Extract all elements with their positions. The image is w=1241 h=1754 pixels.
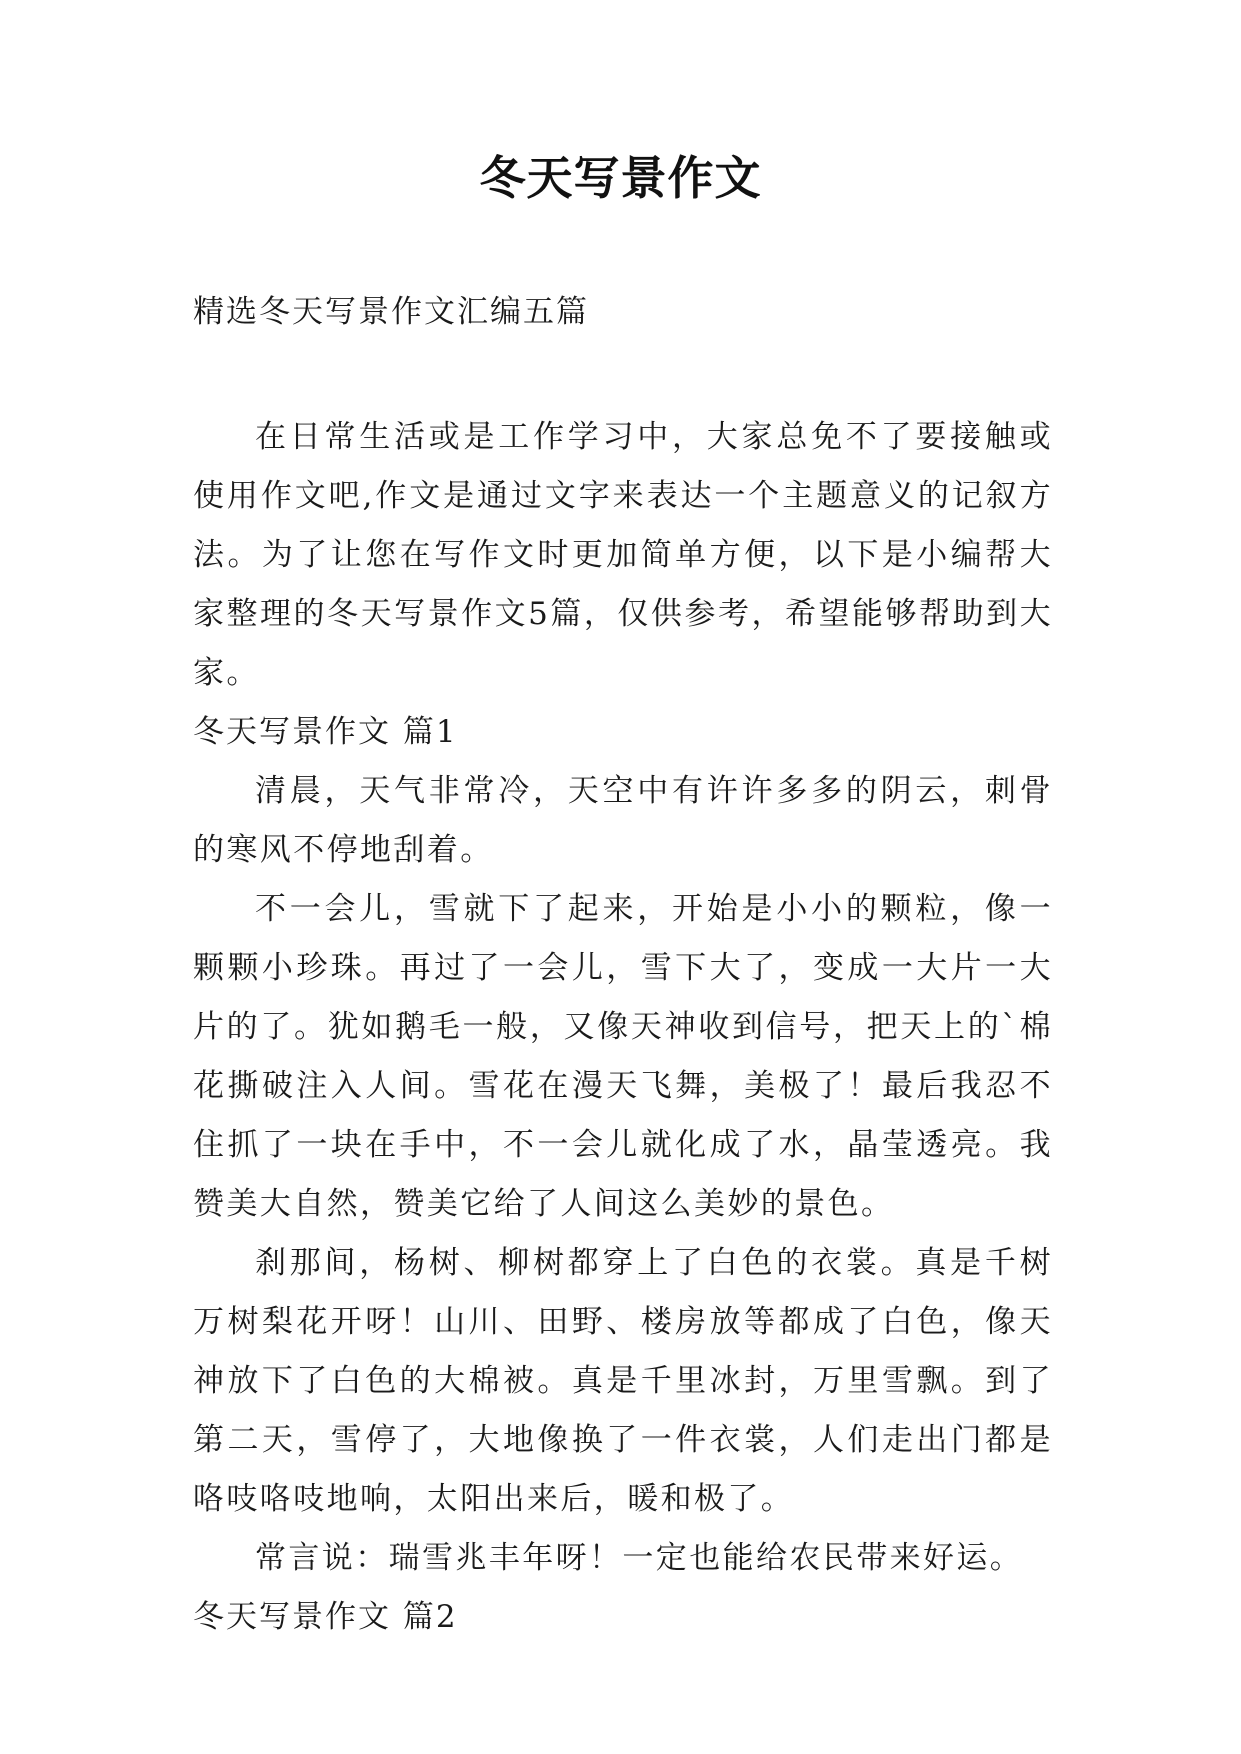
document-body (193, 408, 1053, 1647)
document-title: 冬天写景作文 (479, 151, 762, 205)
essay-1-paragraph-4: 常言说：瑞雪兆丰年呀！一定也能给农民带来好运。 (255, 1540, 1024, 1576)
document-subtitle: 精选冬天写景作文汇编五篇 (193, 294, 589, 330)
essay-heading-2: 冬天写景作文 篇2 (193, 1599, 458, 1635)
essay-heading-1: 冬天写景作文 篇1 (193, 714, 458, 750)
essay-1-paragraph-3: 刹那间，杨树、柳树都穿上了白色的衣裳。真是千树万树梨花开呀！山川、田野、楼房放等都成了白色，像天神放下了白色的大棉被。真是千里冰封，万里雪飘。到了第二天，雪停了，大地像换了一件衣裳，人们走出门都是咯吱咯吱地响，太阳出来后，暖和极了。 (193, 1245, 1053, 1517)
intro-paragraph: 在日常生活或是工作学习中，大家总免不了要接触或使用作文吧,作文是通过文字来表达一个主题意义的记叙方法。为了让您在写作文时更加简单方便，以下是小编帮大家整理的冬天写景作文5篇，仅供参考，希望能够帮助到大家。 (193, 419, 1053, 691)
essay-1-paragraph-2: 不一会儿，雪就下了起来，开始是小小的颗粒，像一颗颗小珍珠。再过了一会儿，雪下大了，变成一大片一大片的了。犹如鹅毛一般，又像天神收到信号，把天上的`棉花撕破注入人间。雪花在漫天飞舞，美极了！最后我忍不住抓了一块在手中，不一会儿就化成了水，晶莹透亮。我赞美大自然，赞美它给了人间这么美妙的景色。 (193, 891, 1053, 1222)
essay-1-paragraph-1: 清晨，天气非常冷，天空中有许许多多的阴云，刺骨的寒风不停地刮着。 (193, 773, 1053, 868)
